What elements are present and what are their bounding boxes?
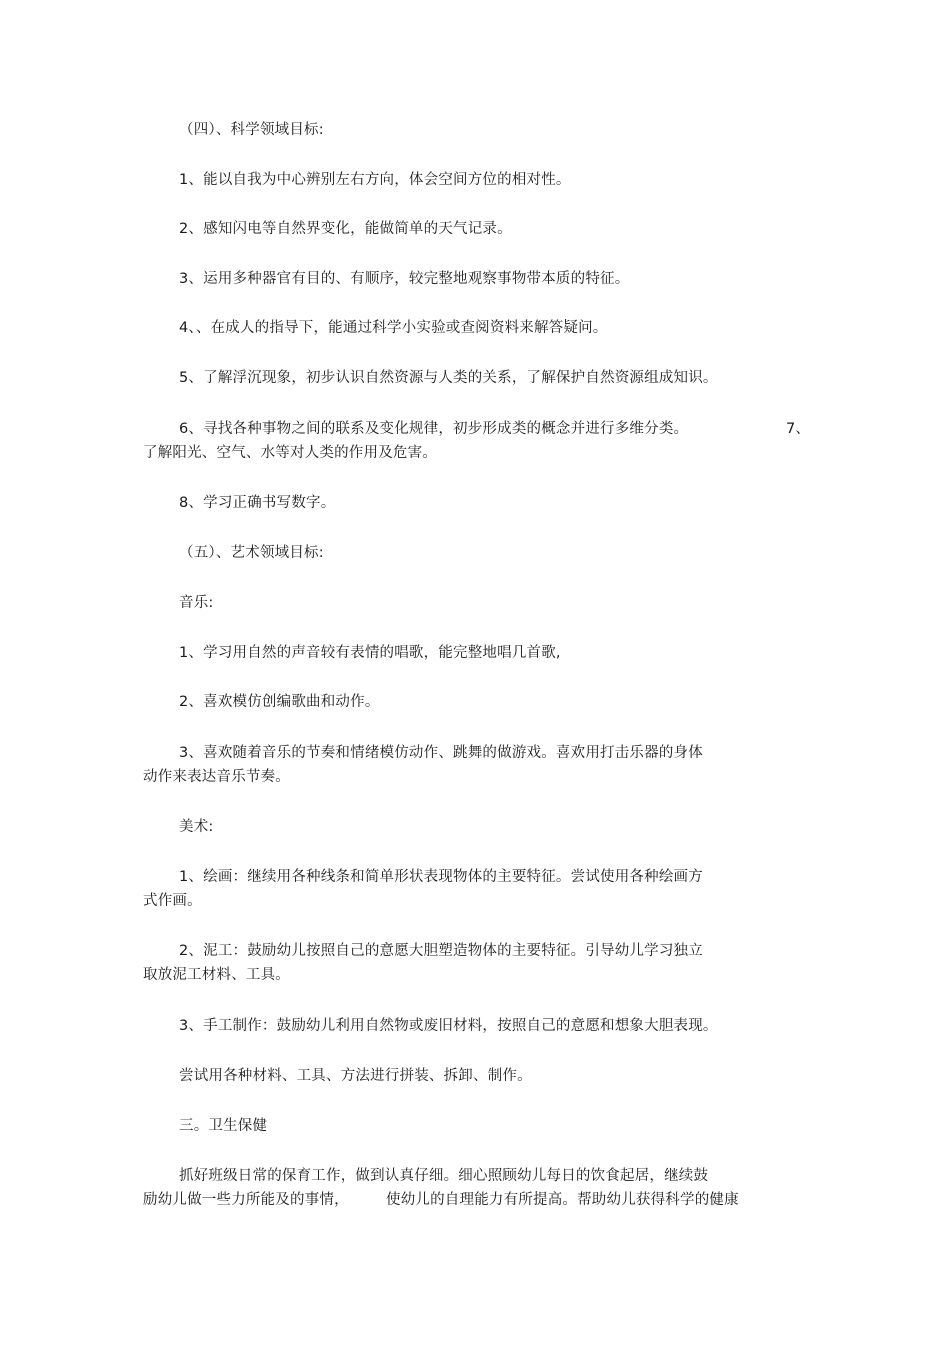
section-heading-science: （四）、科学领域目标: — [179, 122, 324, 138]
paragraph: 5、了解浮沉现象，初步认识自然资源与人类的关系，了解保护自然资源组成知识。 — [179, 370, 718, 386]
paragraph: 1、绘画：继续用各种线条和简单形状表现物体的主要特征。尝试使用各种绘画方 — [179, 869, 703, 885]
paragraph: 8、学习正确书写数字。 — [179, 495, 336, 511]
paragraph: 4、、在成人的指导下，能通过科学小实验或查阅资料来解答疑问。 — [179, 320, 608, 336]
paragraph: 1、能以自我为中心辨别左右方向，体会空间方位的相对性。 — [179, 172, 571, 188]
paragraph-number: 7、 — [786, 421, 811, 437]
paragraph: 3、运用多种器官有目的、有顺序，较完整地观察事物带本质的特征。 — [179, 271, 630, 287]
paragraph: 3、喜欢随着音乐的节奏和情绪模仿动作、跳舞的做游戏。喜欢用打击乐器的身体 — [179, 745, 703, 761]
paragraph-continuation: 励幼儿做一些力所能及的事情， — [143, 1192, 349, 1208]
paragraph: 3、手工制作：鼓励幼儿利用自然物或废旧材料，按照自己的意愿和想象大胆表现。 — [179, 1018, 718, 1034]
subheading-music: 音乐: — [179, 595, 214, 611]
paragraph: 2、感知闪电等自然界变化，能做简单的天气记录。 — [179, 221, 512, 237]
paragraph: 1、学习用自然的声音较有表情的唱歌，能完整地唱几首歌, — [179, 645, 561, 661]
paragraph-continuation: 动作来表达音乐节奏。 — [143, 769, 290, 785]
paragraph: 2、泥工：鼓励幼儿按照自己的意愿大胆塑造物体的主要特征。引导幼儿学习独立 — [179, 943, 703, 959]
section-heading-health: 三。卫生保健 — [179, 1118, 268, 1134]
paragraph-continuation: 了解阳光、空气、水等对人类的作用及危害。 — [143, 445, 437, 461]
paragraph: 2、喜欢模仿创编歌曲和动作。 — [179, 694, 380, 710]
paragraph-continuation: 式作画。 — [143, 893, 202, 909]
paragraph: 尝试用各种材料、工具、方法进行拼装、拆卸、制作。 — [179, 1068, 532, 1084]
paragraph-continuation: 取放泥工材料、工具。 — [143, 967, 290, 983]
section-heading-art: （五）、艺术领域目标: — [179, 545, 324, 561]
paragraph: 抓好班级日常的保育工作，做到认真仔细。细心照顾幼儿每日的饮食起居，继续鼓 — [179, 1168, 709, 1184]
paragraph-continuation: 使幼儿的自理能力有所提高。帮助幼儿获得科学的健康 — [386, 1192, 739, 1208]
paragraph: 6、寻找各种事物之间的联系及变化规律，初步形成类的概念并进行多维分类。 — [179, 421, 689, 437]
subheading-fine-art: 美术: — [179, 819, 214, 835]
